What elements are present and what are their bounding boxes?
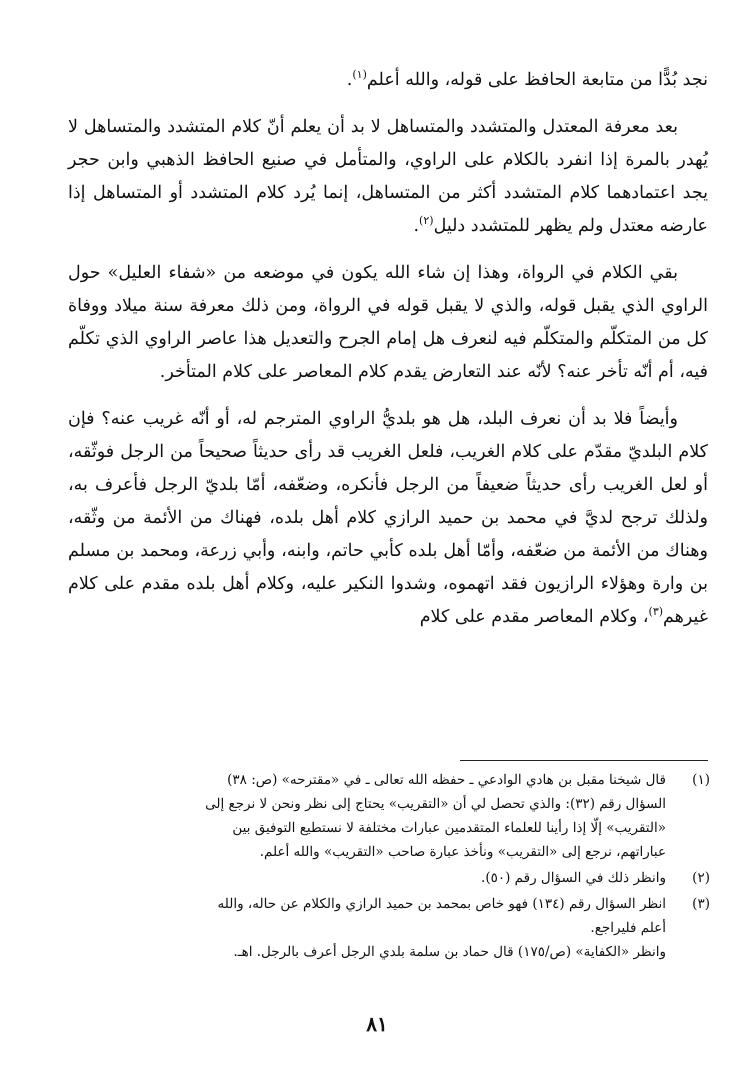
footnotes [60, 768, 710, 966]
footnote-line: قال شيخنا مقبل بن هادي الوادعي ـ حفظه الله تعالى ـ في «مقترحه» (ص: ٣٨) [227, 772, 666, 788]
footnote-line: أعلم فليراجع. [590, 920, 666, 936]
footnote-number: (١) [692, 772, 710, 788]
footnote-number: (٣) [692, 896, 710, 912]
footnote-line: وانظر «الكفاية» (ص/١٧٥) قال حماد بن سلمة بلدي الرجل أعرف بالرجل. اهـ. [233, 944, 666, 960]
footnote-3 [60, 892, 710, 964]
page-number: ٨١ [366, 1012, 388, 1036]
paragraph-locality: وأيضاً فلا بد أن نعرف البلد، هل هو بلديُّ الراوي المترجم له، أو أنّه غريب عنه؟ فإن كلام البلديّ مقدّم على كلام الغريب، فلعل الغريب قد رأى حديثاً صحيحاً من الرجل فوثّقه، أو لعل الغريب رأى حديثاً ضعيفاً من الرجل فأنكره، وضعّفه، أمّا بلديّ الرجل فأعرف به، ولذلك ترجح لديَّ في محمد بن حميد الرازي كلام أهل بلده، فهناك من الأئمة من وثّقه، وهناك من الأئمة من ضعّفه، وأمّا أهل بلده كأبي حاتم، وابنه، وأبي زرعة، ومحمد بن مسلم بن وارة وهؤلاء الرازيون فقد اتهموه، وشدوا النكير عليه، وكلام أهل بلده مقدم على كلام غيرهم$^{(٣)}$، وكلام المعاصر مقدم على كلام [68, 409, 708, 627]
footnote-line: «التقريب» إلّا إذا رأينا للعلماء المتقدمين عبارات مختلفة لا نستطيع التوفيق بين [232, 820, 666, 836]
footnote-line: عباراتهم، نرجع إلى «التقريب» ونأخذ عبارة صاحب «التقريب» والله أعلم. [259, 844, 666, 860]
footnote-line: وانظر ذلك في السؤال رقم (٥٠). [481, 870, 666, 886]
paragraph-narrators: بقي الكلام في الرواة، وهذا إن شاء الله يكون في موضعه من «شفاء العليل» حول الراوي الذي يقبل قوله، والذي لا يقبل قوله في الرواة، ومن ذلك معرفة سنة ميلاد ووفاة كل من المتكلّم والمتكلّم فيه لنعرف هل إمام الجرح والتعديل هذا عاصر الراوي الذي تكلّم فيه، أم أنّه تأخر عنه؟ لأنّه عند التعارض يقدم كلام المعاصر على كلام المتأخر. [68, 263, 708, 382]
footnote-separator [460, 760, 708, 761]
footnote-number: (٢) [692, 870, 710, 886]
footnote-ref[interactable]: (٣) [648, 605, 664, 619]
footnote-ref[interactable]: (٢) [419, 214, 434, 228]
footnote-line: السؤال رقم (٣٢): والذي تحصل لي أن «التقريب» يحتاج إلى نظر ونحن لا نرجع إلى [205, 796, 666, 812]
footnote-1 [60, 768, 710, 864]
paragraph-critics: بعد معرفة المعتدل والمتشدد والمتساهل لا بد أن يعلم أنّ كلام المتشدد والمتساهل لا يُهدر بالمرة إذا انفرد بالكلام على الراوي، والمتأمل في صنيع الحافظ الذهبي وابن حجر يجد اعتمادهما كلام المتشدد أكثر من المتساهل، إنما يُرد كلام المتشدد أو المتساهل إذا عارضه معتدل ولم يظهر للمتشدد دليل$^{(٢)}$. [68, 117, 708, 236]
footnote-line: انظر السؤال رقم (١٣٤) فهو خاص بمحمد بن حميد الرازي والكلام عن حاله، والله [217, 896, 666, 912]
main-text [68, 64, 708, 648]
paragraph-continuation: نجد بُدًّا من متابعة الحافظ على قوله، والله أعلم$^{(١)}$. [346, 68, 708, 90]
footnote-2 [60, 866, 710, 890]
footnote-ref[interactable]: (١) [352, 68, 367, 82]
